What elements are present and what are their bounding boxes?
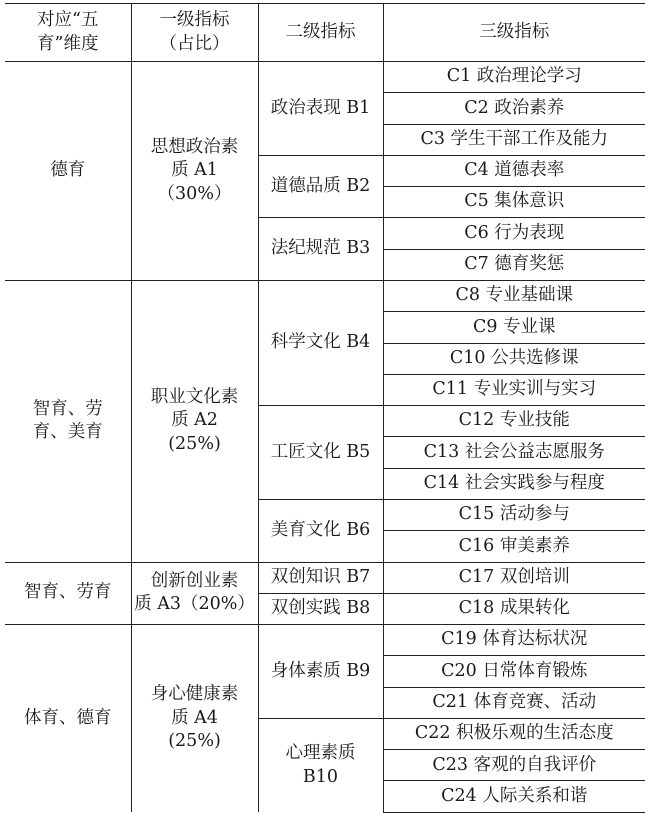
level3-cell: C24 人际关系和谐 xyxy=(383,781,645,812)
level3-cell: C3 学生干部工作及能力 xyxy=(383,124,645,155)
level3-cell: C22 积极乐观的生活态度 xyxy=(383,718,645,749)
level2-cell: 科学文化 B4 xyxy=(258,280,383,405)
level3-cell: C21 体育竞赛、活动 xyxy=(383,687,645,718)
level3-cell: C16 审美素养 xyxy=(383,531,645,562)
header-dimension: 对应“五 育”维度 xyxy=(5,4,131,62)
level3-cell: C23 客观的自我评价 xyxy=(383,750,645,781)
table-row xyxy=(5,280,645,311)
level3-cell: C15 活动参与 xyxy=(383,499,645,530)
level3-cell: C18 成果转化 xyxy=(383,593,645,624)
level2-cell: 双创知识 B7 xyxy=(258,562,383,593)
level3-cell: C6 行为表现 xyxy=(383,218,645,249)
level3-cell: C9 专业课 xyxy=(383,312,645,343)
level1-cell: 创新创业素 质 A3（20%） xyxy=(131,562,258,625)
level2-cell: 心理素质 B10 xyxy=(258,718,383,812)
level3-cell: C2 政治素养 xyxy=(383,93,645,124)
level3-cell: C13 社会公益志愿服务 xyxy=(383,437,645,468)
level3-cell: C17 双创培训 xyxy=(383,562,645,593)
level3-cell: C11 专业实训与实习 xyxy=(383,374,645,405)
dimension-cell: 德育 xyxy=(5,62,131,281)
table-body xyxy=(5,62,645,813)
table-row xyxy=(5,62,645,93)
indicator-table xyxy=(5,3,645,813)
level3-cell: C5 集体意识 xyxy=(383,187,645,218)
level2-cell: 身体素质 B9 xyxy=(258,625,383,719)
dimension-cell: 体育、德育 xyxy=(5,625,131,813)
header-level1: 一级指标 （占比） xyxy=(131,4,258,62)
table-row xyxy=(5,562,645,593)
level2-cell: 法纪规范 B3 xyxy=(258,218,383,281)
level1-cell: 思想政治素 质 A1 （30%） xyxy=(131,62,258,281)
header-row xyxy=(5,4,645,62)
level3-cell: C20 日常体育锻炼 xyxy=(383,656,645,687)
level3-cell: C14 社会实践参与程度 xyxy=(383,468,645,499)
level1-cell: 职业文化素 质 A2 (25%) xyxy=(131,280,258,562)
level2-cell: 美育文化 B6 xyxy=(258,499,383,562)
level2-cell: 双创实践 B8 xyxy=(258,593,383,624)
level2-cell: 道德品质 B2 xyxy=(258,155,383,218)
level3-cell: C19 体育达标状况 xyxy=(383,625,645,656)
level3-cell: C7 德育奖惩 xyxy=(383,249,645,280)
dimension-cell: 智育、劳育 xyxy=(5,562,131,625)
header-level2: 二级指标 xyxy=(258,4,383,62)
level2-cell: 政治表现 B1 xyxy=(258,62,383,156)
header-level3: 三级指标 xyxy=(383,4,645,62)
level2-cell: 工匠文化 B5 xyxy=(258,406,383,500)
level3-cell: C8 专业基础课 xyxy=(383,280,645,311)
dimension-cell: 智育、劳 育、美育 xyxy=(5,280,131,562)
level3-cell: C12 专业技能 xyxy=(383,406,645,437)
level3-cell: C10 公共选修课 xyxy=(383,343,645,374)
level3-cell: C4 道德表率 xyxy=(383,155,645,186)
table-row xyxy=(5,625,645,656)
level1-cell: 身心健康素 质 A4 (25%) xyxy=(131,625,258,813)
level3-cell: C1 政治理论学习 xyxy=(383,62,645,93)
